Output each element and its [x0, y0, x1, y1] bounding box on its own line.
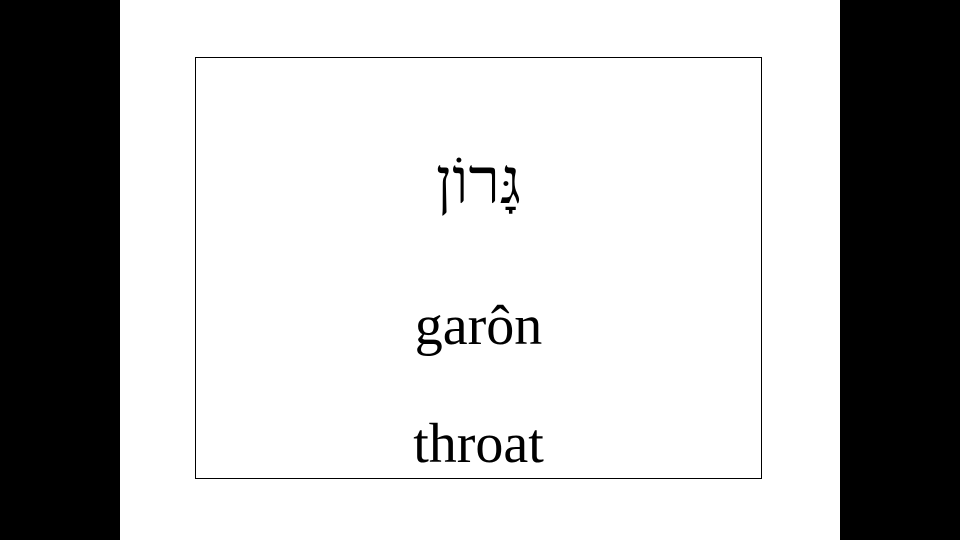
slide [120, 0, 840, 540]
flashcard [195, 57, 762, 479]
hebrew-word: גָּרוֹן [435, 145, 522, 219]
transliteration: garôn [414, 295, 543, 357]
english-translation: throat [413, 413, 544, 475]
